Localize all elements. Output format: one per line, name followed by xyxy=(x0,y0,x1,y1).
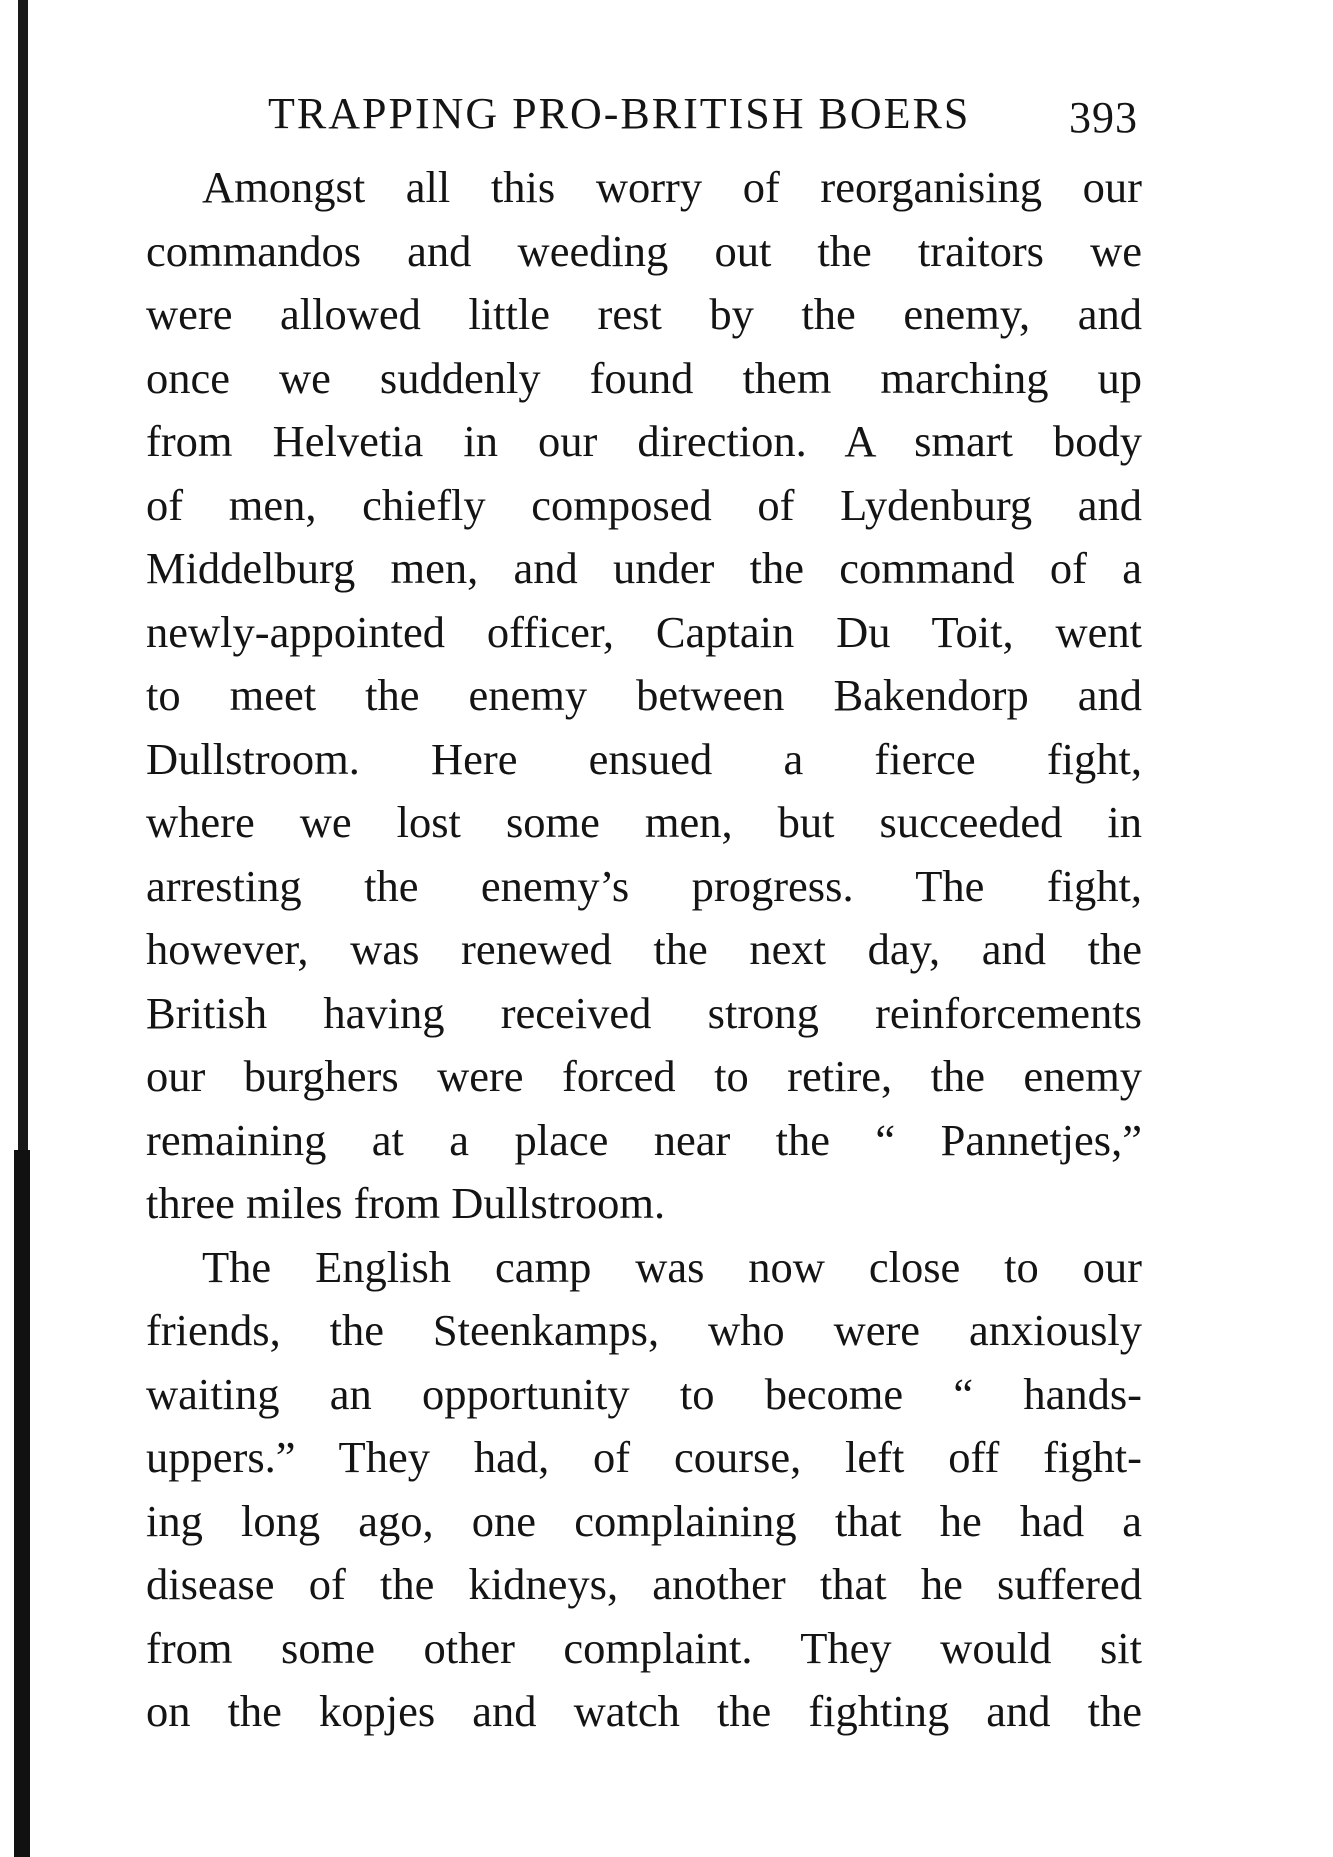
text-line: uppers.” They had, of course, left off fight- xyxy=(146,1432,1142,1482)
text-line: our burghers were forced to retire, the enemy xyxy=(146,1051,1142,1101)
text-line: from Helvetia in our direction. A smart body xyxy=(146,416,1142,466)
binding-edge-lower xyxy=(14,1150,30,1857)
text-line: were allowed little rest by the enemy, and xyxy=(146,289,1142,339)
text-line: Dullstroom. Here ensued a fierce fight, xyxy=(146,733,1142,784)
text-line: of men, chiefly composed of Lydenburg and xyxy=(146,479,1142,530)
text-line: from some other complaint. They would sit xyxy=(146,1622,1142,1673)
text-line: however, was renewed the next day, and the xyxy=(146,924,1142,974)
text-line: The English camp was now close to our xyxy=(202,1241,1142,1292)
paragraph-2 xyxy=(146,1236,1142,1744)
text-line: waiting an opportunity to become “ hands- xyxy=(146,1368,1142,1419)
text-line: disease of the kidneys, another that he suffered xyxy=(146,1559,1142,1609)
paragraph-1 xyxy=(146,156,1142,1236)
text-line: commandos and weeding out the traitors we xyxy=(146,225,1142,276)
text-line: remaining at a place near the “ Pannetjes,” xyxy=(146,1114,1142,1165)
page-number: 393 xyxy=(1069,93,1138,142)
text-line: British having received strong reinforcements xyxy=(146,987,1142,1038)
text-line: Amongst all this worry of reorganising our xyxy=(202,162,1142,212)
body-text xyxy=(146,156,1142,1744)
text-line: arresting the enemy’s progress. The fight, xyxy=(146,860,1142,911)
text-line: once we suddenly found them marching up xyxy=(146,352,1142,403)
text-line: three miles from Dullstroom. xyxy=(146,1178,666,1228)
text-line: newly-appointed officer, Captain Du Toit, went xyxy=(146,606,1142,657)
text-line: Middelburg men, and under the command of a xyxy=(146,543,1142,593)
text-line: where we lost some men, but succeeded in xyxy=(146,797,1142,847)
text-line: to meet the enemy between Bakendorp and xyxy=(146,670,1142,720)
text-line: friends, the Steenkamps, who were anxiously xyxy=(146,1305,1142,1355)
page-header xyxy=(268,88,1138,148)
text-line: ing long ago, one complaining that he had a xyxy=(146,1495,1142,1546)
running-title: TRAPPING PRO-BRITISH BOERS xyxy=(268,89,971,138)
text-line: on the kopjes and watch the fighting and the xyxy=(146,1686,1142,1736)
